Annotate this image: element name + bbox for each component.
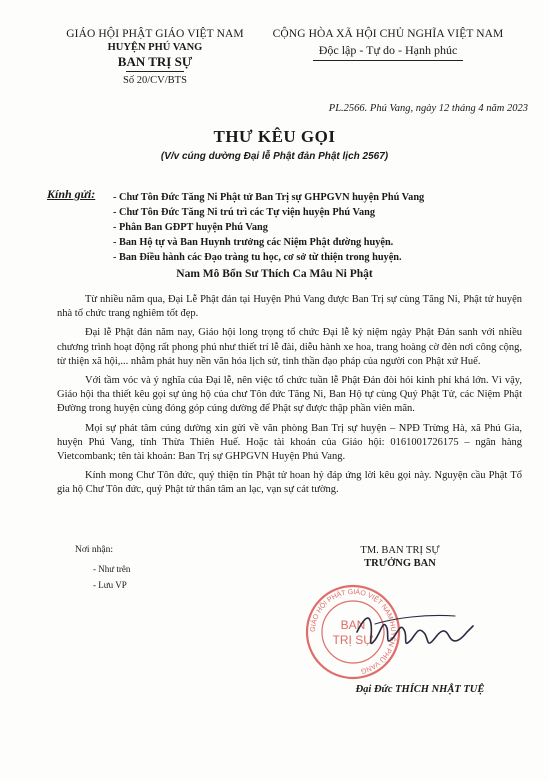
letter-title: THƯ KÊU GỌI — [213, 127, 336, 146]
body-paragraph: Mọi sự phát tâm cúng dường xin gửi về văn phòng Ban Trị sự huyện – NPĐ Trừng Hà, xã Phú Gia, huyện Phú Vang, tỉnh Thừa Thiên Huế. Hoặc tài khoản của Giáo hội: 0161001726175 – ngân hàng Vietcombank; tên tài khoản: Ban Trị sự GHPGVN Huyện Phú Vang. — [57, 422, 522, 463]
header-left — [55, 28, 255, 86]
recipient-item: - Phân Ban GĐPT huyện Phú Vang — [113, 222, 268, 233]
letter-subtitle: (V/v cúng dường Đại lễ Phật đản Phật lịch 2567) — [160, 151, 389, 162]
seal-center-text-2: TRỊ SỰ — [332, 633, 374, 647]
body-paragraph: Đại lễ Phật đản năm nay, Giáo hội long trọng tổ chức Đại lễ kỷ niệm ngày Phật Đản sanh với nhiều chương trình hoạt động rất phong phú như thiết trí lễ đài, diễu hành xe hoa, trang hoàng cờ đèn nơi công cộng, từ thiện xã hội,... nhằm phát huy nền văn hóa lịch sử, tinh thần đạo pháp của người con Phật xứ Huế. — [57, 327, 522, 367]
invocation: Nam Mô Bổn Sư Thích Ca Mâu Ni Phật — [176, 268, 373, 280]
dateline: PL.2566. Phú Vang, ngày 12 tháng 4 năm 2023 — [328, 103, 528, 114]
district-name: HUYỆN PHÚ VANG — [107, 42, 203, 53]
recipient-item: - Ban Điều hành các Đạo tràng tu học, cơ sở từ thiện trong huyện. — [113, 252, 402, 263]
header-left-underline — [126, 71, 184, 72]
header-right-underline — [313, 60, 463, 61]
noi-nhan-list — [93, 561, 130, 593]
signature-role: TRƯỞNG BAN — [364, 558, 436, 569]
country-motto: Độc lập - Tự do - Hạnh phúc — [318, 43, 458, 57]
handwritten-signature — [355, 602, 475, 662]
body-paragraph: Kính mong Chư Tôn đức, quý thiện tín Phật tử hoan hỷ đáp ứng lời kêu gọi này. Nguyện cầu Phật Tổ gia hộ Chư Tôn đức, quý Phật tử thân tâm an lạc, vạn sự cát tường. — [57, 470, 522, 496]
recipient-item: - Chư Tôn Đức Tăng Ni trú trì các Tự viện huyện Phú Vang — [113, 207, 375, 218]
body-paragraph: Từ nhiều năm qua, Đại Lễ Phật đản tại Huyện Phú Vang được Ban Trị sự cùng Tăng Ni, Phật tử huyện nhà tổ chức trang nghiêm tốt đẹp. — [57, 294, 522, 320]
noi-nhan-item: - Như trên — [93, 564, 131, 574]
signer-name: Đại Đức THÍCH NHẬT TUỆ — [355, 684, 485, 695]
recipient-list — [113, 190, 533, 265]
country-name: CỘNG HÒA XÃ HỘI CHỦ NGHĨA VIỆT NAM — [272, 28, 504, 40]
noi-nhan-label: Nơi nhận: — [75, 545, 114, 555]
recipient-item: - Chư Tôn Đức Tăng Ni Phật tử Ban Trị sự GHPGVN huyện Phú Vang — [113, 192, 425, 203]
letter-body — [57, 293, 522, 503]
body-paragraph: Với tầm vóc và ý nghĩa của Đại lễ, nên việc tổ chức tuần lễ Phật Đản đòi hỏi kinh phí khá lớn. Vì vậy, Giáo hội tha thiết kêu gọi sự ủng hộ của chư Tôn đức Tăng Ni, Ban Hộ tự cùng Quý Phật Tử, các Niệm Phật Đường trong huyện cùng đóng góp cúng dường để Phật sự được thập phần viên mãn. — [57, 375, 522, 415]
kinh-gui-label: Kính gửi: — [47, 187, 96, 201]
seal-center-text-1: BAN — [340, 618, 366, 632]
noi-nhan-item: - Lưu VP — [93, 580, 127, 590]
header-right — [258, 28, 518, 61]
signature-block — [320, 545, 480, 569]
signature-title: TM. BAN TRỊ SỰ — [360, 545, 440, 556]
board-name: BAN TRỊ SỰ — [117, 54, 193, 69]
org-name: GIÁO HỘI PHẬT GIÁO VIỆT NAM — [66, 28, 244, 40]
recipients-footer — [75, 545, 130, 593]
recipient-item: - Ban Hộ tự và Ban Huynh trưởng các Niệm Phật đường huyện. — [113, 237, 394, 248]
document-number: Số 20/CV/BTS — [123, 75, 187, 86]
seal-ring-text: GIÁO HỘI PHẬT GIÁO VIỆT NAM HUYỆN PHÚ VANG — [309, 588, 397, 675]
